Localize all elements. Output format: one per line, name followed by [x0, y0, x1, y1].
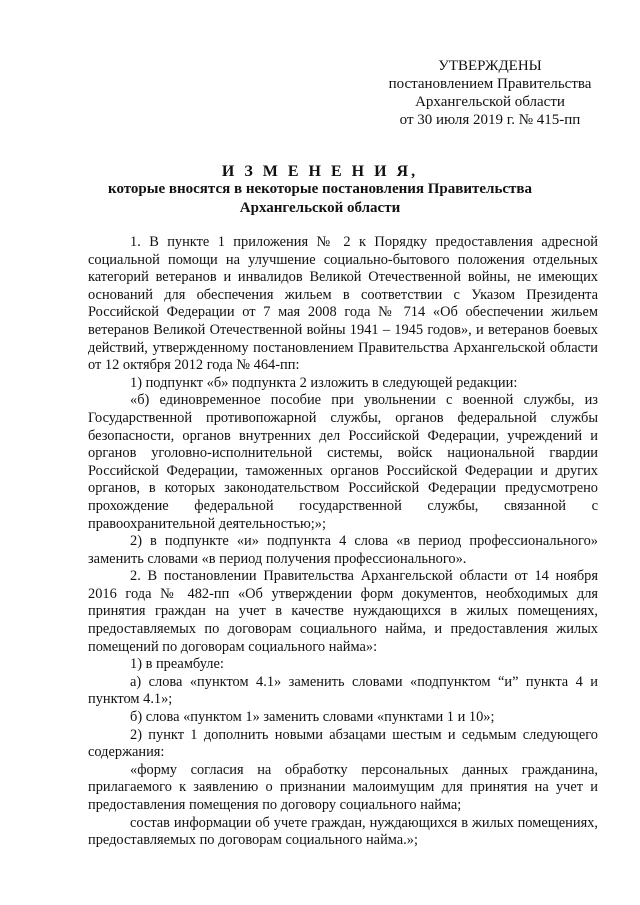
paragraph-1-item-1: 1) подпункт «б» подпункта 2 изложить в следующей редакции: [130, 374, 518, 391]
approval-line-4: от 30 июля 2019 г. № 415-пп [399, 112, 581, 128]
document-subtitle-line-2: Архангельской области [239, 200, 401, 216]
paragraph-2: 2. В постановлении Правительства Архангельской области от 14 ноября 2016 года № 482-пп «Об утверждении форм документов, необходимых для принятия граждан на учет в качестве нуждающихся в жилых помещениях, предоставляемых по договорам социального найма, и предоставления жилых помещений по договорам социального найма»: [88, 568, 598, 655]
paragraph-1-item-2: 2) в подпункте «и» подпункта 4 слова «в период профессионального» заменить словами «в период получения профессионального». [88, 533, 598, 567]
paragraph-2-item-1b: б) слова «пунктом 1» заменить словами «пунктами 1 и 10»; [130, 709, 495, 726]
paragraph-2-item-1a: а) слова «пунктом 4.1» заменить словами «подпунктом “и” пункта 4 и пунктом 4.1»; [88, 673, 598, 708]
paragraph-2-item-2-text-1: «форму согласия на обработку персональных данных гражданина, прилагаемого к заявлению о признании малоимущим для принятия на учет и предоставления помещения по договору социального найма; [88, 761, 598, 813]
paragraph-2-item-2: 2) пункт 1 дополнить новыми абзацами шестым и седьмым следующего содержания: [88, 726, 598, 761]
approval-stamp [370, 57, 610, 129]
document-body [88, 234, 598, 850]
approval-line-2: постановлением Правительства [388, 76, 592, 92]
paragraph-2-item-1: 1) в преамбуле: [130, 656, 224, 673]
document-title: И З М Е Н Е Н И Я, [221, 163, 419, 180]
approval-line-1: УТВЕРЖДЕНЫ [438, 58, 542, 74]
paragraph-1: 1. В пункте 1 приложения № 2 к Порядку предоставления адресной социальной помощи на улучшение социально-бытового положения отдельных категорий ветеранов и инвалидов Великой Отечественной войны, не имеющих оснований для обеспечения жильем в соответствии с Указом Президента Российской Федерации от 7 мая 2008 года № 714 «Об обеспечении жильем ветеранов Великой Отечественной войны 1941 – 1945 годов», и ветеранов боевых действий, утвержденному постановлением Правительства Архангельской области от 12 октября 2012 года № 464-пп: [88, 234, 598, 374]
approval-line-3: Архангельской области [415, 94, 565, 110]
document-subtitle-line-1: которые вносятся в некоторые постановления Правительства [108, 181, 532, 197]
paragraph-1-item-1-text: «б) единовременное пособие при увольнении с военной службы, из Государственной противопожарной службы, органов федеральной службы безопасности, органов внутренних дел Российской Федерации, учреждений и органов уголовно-исполнительной системы, войск национальной гвардии Российской Федерации, таможенных органов Российской Федерации и других органов, в которых законодательством Российской Федерации предусмотрено прохождение федеральной государственной службы, связанной с правоохранительной деятельностью;»; [88, 392, 598, 532]
paragraph-2-item-2-text-2: состав информации об учете граждан, нуждающихся в жилых помещениях, предоставляемых по договорам социального найма.»; [88, 814, 598, 849]
